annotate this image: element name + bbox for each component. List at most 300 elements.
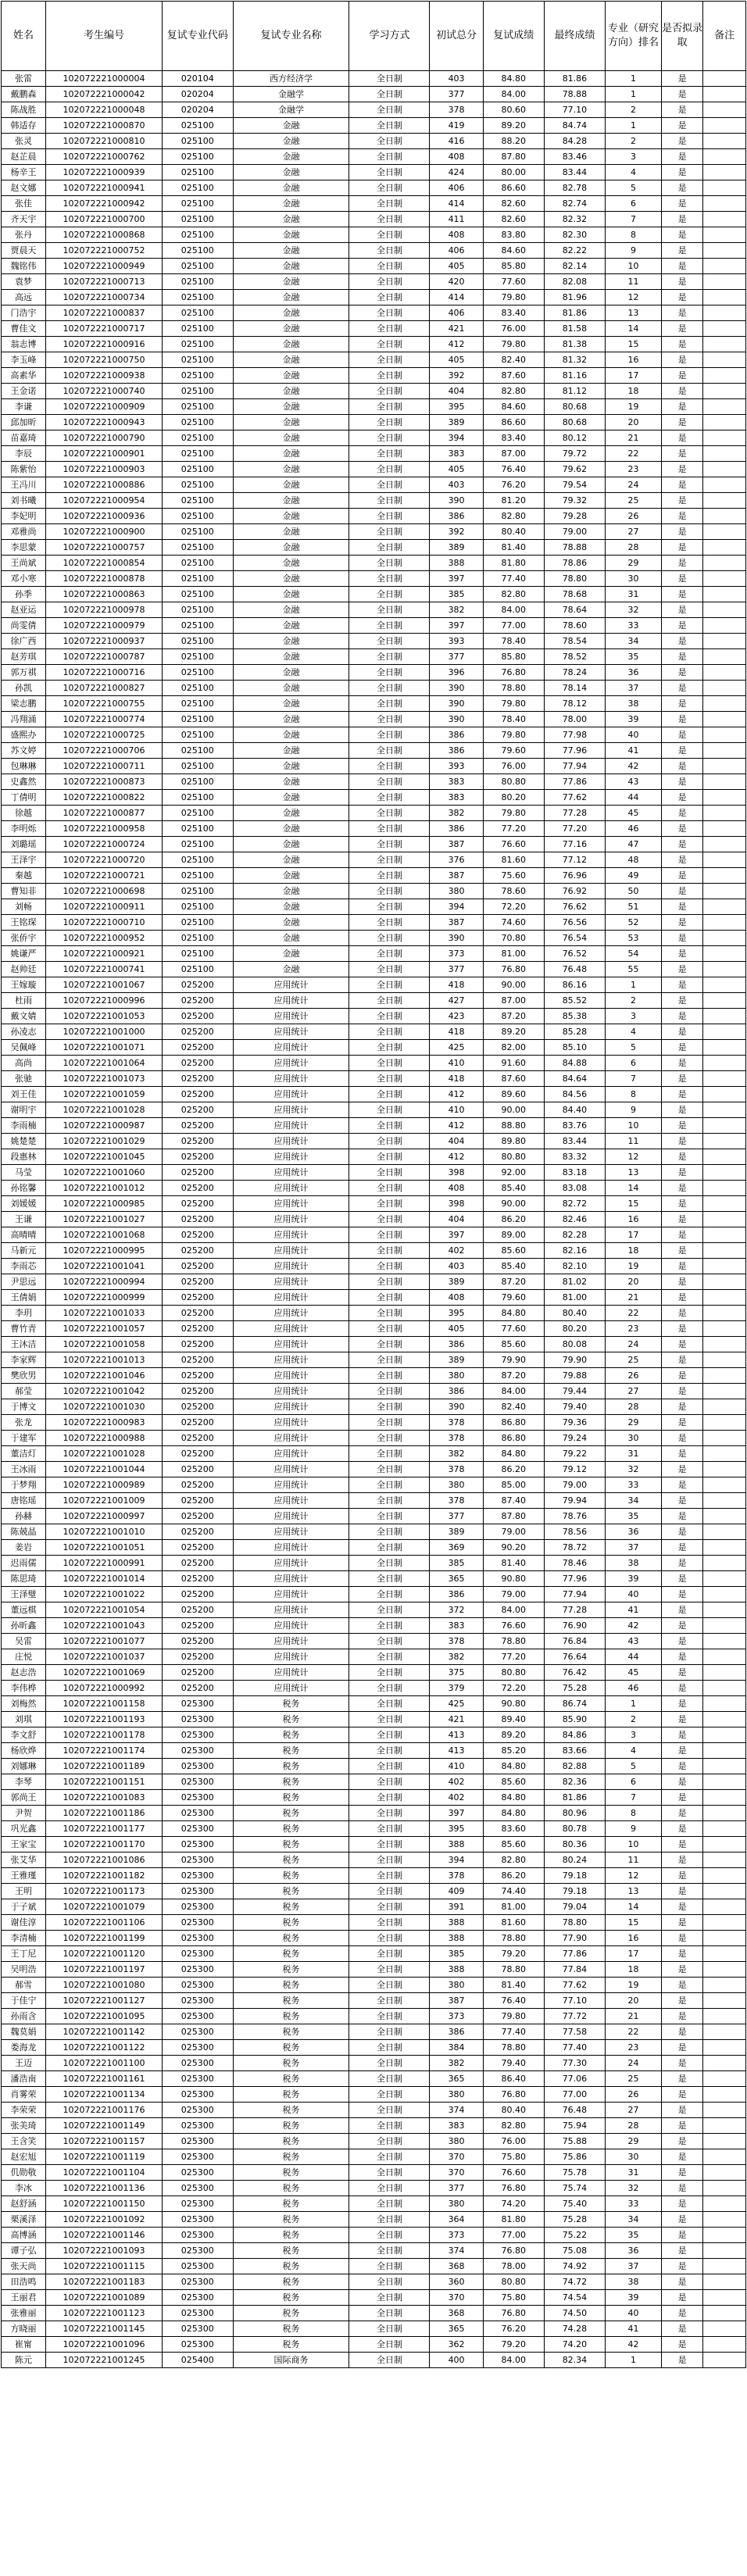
col-name: 高远 — [2, 290, 46, 305]
col-exam-id: 102072221001136 — [46, 2181, 163, 2196]
col-final-score: 81.38 — [544, 337, 605, 352]
col-major-code: 025100 — [162, 274, 233, 290]
col-prelim-score: 397 — [430, 618, 483, 634]
col-major-code: 025100 — [162, 774, 233, 790]
col-final-score: 83.66 — [544, 1743, 605, 1759]
col-study-mode: 全日制 — [349, 1321, 430, 1337]
col-rank: 35 — [606, 1509, 662, 1524]
col-name: 李明烁 — [2, 821, 46, 837]
col-final-score: 77.10 — [544, 102, 605, 118]
col-retest-score: 87.20 — [483, 1274, 544, 1290]
col-prelim-score: 390 — [430, 681, 483, 696]
col-name: 谢佳淳 — [2, 1915, 46, 1931]
col-admit: 是 — [662, 1821, 703, 1837]
col-final-score: 76.42 — [544, 1665, 605, 1681]
col-rank: 39 — [606, 712, 662, 727]
col-rank: 5 — [606, 1759, 662, 1774]
col-rank: 13 — [606, 1165, 662, 1181]
col-final-score: 74.20 — [544, 2337, 605, 2353]
col-retest-score: 81.80 — [483, 2212, 544, 2228]
col-major-code: 025300 — [162, 2212, 233, 2228]
col-study-mode: 全日制 — [349, 1243, 430, 1259]
col-major-code: 025200 — [162, 1556, 233, 1571]
col-admit: 是 — [662, 1415, 703, 1431]
col-exam-id: 102072221001158 — [46, 1696, 163, 1712]
col-retest-score: 89.00 — [483, 1227, 544, 1243]
col-final-score: 82.78 — [544, 180, 605, 196]
col-name: 王迈 — [2, 2056, 46, 2071]
col-study-mode: 全日制 — [349, 649, 430, 665]
col-major-name: 税务 — [233, 1915, 349, 1931]
col-major-code: 025300 — [162, 1696, 233, 1712]
table-row — [2, 1962, 746, 1978]
col-admit: 是 — [662, 2290, 703, 2306]
col-final-score: 80.08 — [544, 1337, 605, 1352]
col-retest-score: 81.80 — [483, 556, 544, 571]
col-study-mode: 全日制 — [349, 1571, 430, 1587]
col-admit: 是 — [662, 649, 703, 665]
table-row — [2, 1556, 746, 1571]
col-admit: 是 — [662, 1665, 703, 1681]
col-major-code: 025200 — [162, 1571, 233, 1587]
col-study-mode: 全日制 — [349, 852, 430, 868]
col-final-score: 84.28 — [544, 134, 605, 149]
col-admit: 是 — [662, 1446, 703, 1462]
table-row — [2, 2087, 746, 2103]
col-retest-score: 82.00 — [483, 1040, 544, 1056]
col-final-score: 78.72 — [544, 1540, 605, 1556]
col-rank: 1 — [606, 87, 662, 102]
col-major-code: 025200 — [162, 1509, 233, 1524]
col-retest-score: 79.20 — [483, 1946, 544, 1962]
col-major-code: 025200 — [162, 977, 233, 993]
col-remark — [703, 2337, 746, 2353]
col-rank: 45 — [606, 1665, 662, 1681]
col-prelim-score: 387 — [430, 868, 483, 884]
col-prelim-score: 390 — [430, 931, 483, 946]
col-prelim-score: 377 — [430, 2181, 483, 2196]
table-row — [2, 305, 746, 321]
col-study-mode: 全日制 — [349, 415, 430, 431]
col-final-score: 84.88 — [544, 1056, 605, 1071]
col-retest-score: 82.60 — [483, 196, 544, 212]
col-prelim-score: 418 — [430, 1024, 483, 1040]
col-major-name: 金融 — [233, 118, 349, 134]
col-admit: 是 — [662, 556, 703, 571]
col-major-name: 税务 — [233, 2321, 349, 2337]
col-major-name: 金融 — [233, 774, 349, 790]
col-prelim-score: 389 — [430, 1524, 483, 1540]
col-admit: 是 — [662, 1290, 703, 1306]
col-prelim-score: 389 — [430, 1352, 483, 1368]
table-row — [2, 2149, 746, 2165]
col-major-code: 025300 — [162, 2087, 233, 2103]
col-rank: 2 — [606, 1712, 662, 1727]
col-study-mode: 全日制 — [349, 1868, 430, 1884]
col-retest-score: 74.40 — [483, 1884, 544, 1899]
col-major-name: 金融 — [233, 806, 349, 821]
col-retest-score: 79.80 — [483, 806, 544, 821]
col-name: 赵芳琪 — [2, 649, 46, 665]
col-exam-id: 102072221000985 — [46, 1196, 163, 1212]
col-remark — [703, 243, 746, 259]
col-name: 董远棋 — [2, 1602, 46, 1618]
col-study-mode: 全日制 — [349, 259, 430, 274]
col-major-code: 025100 — [162, 556, 233, 571]
col-rank: 42 — [606, 759, 662, 774]
col-remark — [703, 1415, 746, 1431]
col-final-score: 79.88 — [544, 1368, 605, 1384]
table-row — [2, 446, 746, 462]
col-study-mode: 全日制 — [349, 305, 430, 321]
col-major-name: 金融 — [233, 899, 349, 915]
col-name: 高尚 — [2, 1056, 46, 1071]
col-remark — [703, 2290, 746, 2306]
col-remark — [703, 165, 746, 180]
col-study-mode: 全日制 — [349, 1978, 430, 1993]
col-retest-score: 85.60 — [483, 1337, 544, 1352]
col-study-mode: 全日制 — [349, 1259, 430, 1274]
col-major-name: 金融 — [233, 712, 349, 727]
col-admit: 是 — [662, 1837, 703, 1853]
col-prelim-score: 365 — [430, 1571, 483, 1587]
col-admit: 是 — [662, 1618, 703, 1634]
col-major-name: 金融 — [233, 524, 349, 540]
col-prelim-score: 386 — [430, 821, 483, 837]
col-prelim-score: 362 — [430, 2337, 483, 2353]
col-prelim-score: 375 — [430, 1665, 483, 1681]
col-admit: 是 — [662, 274, 703, 290]
col-study-mode: 全日制 — [349, 2274, 430, 2290]
col-exam-id: 102072221001120 — [46, 1946, 163, 1962]
col-rank: 34 — [606, 1493, 662, 1509]
col-major-name: 金融 — [233, 399, 349, 415]
col-remark — [703, 493, 746, 509]
col-admit: 是 — [662, 1274, 703, 1290]
col-remark — [703, 1634, 746, 1649]
col-exam-id: 102072221001174 — [46, 1743, 163, 1759]
col-study-mode: 全日制 — [349, 1040, 430, 1056]
col-rank: 52 — [606, 915, 662, 931]
col-final-score: 76.64 — [544, 1649, 605, 1665]
col-exam-id: 102072221001183 — [46, 2274, 163, 2290]
col-name: 张龙 — [2, 1415, 46, 1431]
col-study-mode: 全日制 — [349, 509, 430, 524]
col-remark — [703, 1134, 746, 1149]
col-exam-id: 102072221001093 — [46, 2243, 163, 2259]
col-retest-score: 82.60 — [483, 212, 544, 227]
col-exam-id: 102072221001173 — [46, 1884, 163, 1899]
col-major-code: 025100 — [162, 243, 233, 259]
col-rank: 45 — [606, 806, 662, 821]
col-retest-score: 79.40 — [483, 2056, 544, 2071]
table-row — [2, 368, 746, 384]
col-rank: 21 — [606, 1290, 662, 1306]
col-name: 于子斌 — [2, 1899, 46, 1915]
col-prelim-score: 412 — [430, 337, 483, 352]
col-study-mode: 全日制 — [349, 1837, 430, 1853]
col-admit: 是 — [662, 1149, 703, 1165]
table-row — [2, 1806, 746, 1821]
col-major-name: 金融 — [233, 290, 349, 305]
col-remark — [703, 1431, 746, 1446]
col-retest-score: 82.80 — [483, 1853, 544, 1868]
table-row — [2, 1821, 746, 1837]
col-prelim-score: 400 — [430, 2353, 483, 2368]
col-name: 赵志浩 — [2, 1665, 46, 1681]
col-remark — [703, 1790, 746, 1806]
col-exam-id: 102072221001009 — [46, 1493, 163, 1509]
col-retest-score: 77.20 — [483, 1649, 544, 1665]
col-study-mode: 全日制 — [349, 1493, 430, 1509]
col-major-name: 税务 — [233, 1727, 349, 1743]
col-name: 陈兢晶 — [2, 1524, 46, 1540]
col-retest-score: 89.20 — [483, 1727, 544, 1743]
col-major-name: 税务 — [233, 1962, 349, 1978]
col-remark — [703, 1321, 746, 1337]
col-name: 戴文婧 — [2, 1009, 46, 1024]
col-admit: 是 — [662, 1056, 703, 1071]
col-remark — [703, 1821, 746, 1837]
col-major-code: 025200 — [162, 1118, 233, 1134]
col-rank: 13 — [606, 1884, 662, 1899]
table-row — [2, 243, 746, 259]
col-retest-score: 89.20 — [483, 118, 544, 134]
col-admit: 是 — [662, 2274, 703, 2290]
col-study-mode: 全日制 — [349, 556, 430, 571]
col-final-score: 82.16 — [544, 1243, 605, 1259]
col-major-code: 025100 — [162, 321, 233, 337]
col-study-mode: 全日制 — [349, 1009, 430, 1024]
table-row — [2, 1493, 746, 1509]
col-exam-id: 102072221000757 — [46, 540, 163, 556]
col-final-score: 77.98 — [544, 727, 605, 743]
col-rank: 42 — [606, 2337, 662, 2353]
col-prelim-score: 402 — [430, 1790, 483, 1806]
col-remark — [703, 1040, 746, 1056]
col-admit: 是 — [662, 2118, 703, 2134]
col-rank: 18 — [606, 1962, 662, 1978]
col-admit: 是 — [662, 2243, 703, 2259]
table-row — [2, 1368, 746, 1384]
col-retest-score: 78.80 — [483, 1962, 544, 1978]
col-major-code: 025300 — [162, 1915, 233, 1931]
col-rank: 6 — [606, 1774, 662, 1790]
col-exam-id: 102072221000979 — [46, 618, 163, 634]
col-study-mode: 全日制 — [349, 946, 430, 962]
table-row — [2, 1837, 746, 1853]
col-prelim-score: 392 — [430, 524, 483, 540]
col-major-code: 025100 — [162, 180, 233, 196]
col-final-score: 77.62 — [544, 790, 605, 806]
col-retest-score: 79.90 — [483, 1352, 544, 1368]
col-exam-id: 102072221000698 — [46, 884, 163, 899]
col-study-mode: 全日制 — [349, 2087, 430, 2103]
table-header — [2, 2, 746, 71]
table-row — [2, 1009, 746, 1024]
table-row — [2, 1899, 746, 1915]
col-study-mode: 全日制 — [349, 149, 430, 165]
col-prelim-score: 382 — [430, 2056, 483, 2071]
col-final-score: 75.08 — [544, 2243, 605, 2259]
col-remark — [703, 1102, 746, 1118]
table-row — [2, 1868, 746, 1884]
col-final-score: 77.86 — [544, 1946, 605, 1962]
col-prelim-score: 406 — [430, 243, 483, 259]
col-prelim-score: 386 — [430, 2024, 483, 2040]
col-major-code: 025300 — [162, 2040, 233, 2056]
table-row — [2, 524, 746, 540]
col-retest-score: 82.80 — [483, 2118, 544, 2134]
col-prelim-score: 398 — [430, 1165, 483, 1181]
table-row — [2, 384, 746, 399]
col-rank: 1 — [606, 977, 662, 993]
col-major-name: 金融学 — [233, 102, 349, 118]
col-major-name: 税务 — [233, 2228, 349, 2243]
col-admit: 是 — [662, 852, 703, 868]
col-major-name: 金融 — [233, 759, 349, 774]
col-final-score: 82.36 — [544, 1774, 605, 1790]
col-name: 韩适存 — [2, 118, 46, 134]
col-retest-score: 76.00 — [483, 2134, 544, 2149]
col-final-score: 79.62 — [544, 462, 605, 477]
col-major-code: 025100 — [162, 368, 233, 384]
col-study-mode: 全日制 — [349, 1477, 430, 1493]
col-major-code: 025300 — [162, 1837, 233, 1853]
col-name: 李雨芯 — [2, 1259, 46, 1274]
table-row — [2, 1759, 746, 1774]
col-admit: 是 — [662, 915, 703, 931]
header-name: 姓名 — [2, 2, 46, 71]
col-name: 张灵 — [2, 134, 46, 149]
col-prelim-score: 380 — [430, 1477, 483, 1493]
table-row — [2, 1540, 746, 1556]
table-row — [2, 259, 746, 274]
header-rank: 专业（研究方向）排名 — [606, 2, 662, 71]
col-final-score: 81.02 — [544, 1274, 605, 1290]
col-remark — [703, 587, 746, 602]
col-prelim-score: 416 — [430, 134, 483, 149]
col-exam-id: 102072221000827 — [46, 681, 163, 696]
col-admit: 是 — [662, 180, 703, 196]
col-exam-id: 102072221001142 — [46, 2024, 163, 2040]
col-admit: 是 — [662, 1462, 703, 1477]
col-name: 王雅瑾 — [2, 1868, 46, 1884]
col-study-mode: 全日制 — [349, 274, 430, 290]
col-retest-score: 80.00 — [483, 165, 544, 180]
col-major-code: 025100 — [162, 305, 233, 321]
col-major-code: 025100 — [162, 149, 233, 165]
col-exam-id: 102072221000995 — [46, 1243, 163, 1259]
col-remark — [703, 837, 746, 852]
col-remark — [703, 1493, 746, 1509]
col-name: 赵芷晨 — [2, 149, 46, 165]
col-name: 李清楠 — [2, 1931, 46, 1946]
col-major-name: 应用统计 — [233, 1009, 349, 1024]
col-exam-id: 102072221001051 — [46, 1540, 163, 1556]
col-name: 尹思远 — [2, 1274, 46, 1290]
col-admit: 是 — [662, 1352, 703, 1368]
col-prelim-score: 387 — [430, 915, 483, 931]
col-name: 孙季 — [2, 587, 46, 602]
col-major-name: 应用统计 — [233, 993, 349, 1009]
table-row — [2, 931, 746, 946]
col-rank: 29 — [606, 1415, 662, 1431]
col-retest-score: 76.80 — [483, 2306, 544, 2321]
col-prelim-score: 379 — [430, 1681, 483, 1696]
col-admit: 是 — [662, 821, 703, 837]
col-major-name: 金融 — [233, 821, 349, 837]
col-remark — [703, 71, 746, 87]
col-final-score: 77.40 — [544, 2040, 605, 2056]
col-rank: 20 — [606, 415, 662, 431]
header-admit: 是否拟录取 — [662, 2, 703, 71]
col-rank: 37 — [606, 2259, 662, 2274]
col-exam-id: 102072221000900 — [46, 524, 163, 540]
col-major-code: 025300 — [162, 2134, 233, 2149]
col-rank: 30 — [606, 571, 662, 587]
table-row — [2, 2118, 746, 2134]
col-retest-score: 80.80 — [483, 1149, 544, 1165]
col-admit: 是 — [662, 1946, 703, 1962]
col-major-name: 税务 — [233, 1759, 349, 1774]
col-major-name: 应用统计 — [233, 1524, 349, 1540]
col-name: 于建军 — [2, 1431, 46, 1446]
table-row — [2, 727, 746, 743]
col-rank: 8 — [606, 1806, 662, 1821]
col-retest-score: 90.00 — [483, 977, 544, 993]
col-retest-score: 84.80 — [483, 1806, 544, 1821]
col-final-score: 79.72 — [544, 446, 605, 462]
col-name: 贾晨天 — [2, 243, 46, 259]
col-rank: 5 — [606, 180, 662, 196]
col-final-score: 81.00 — [544, 1290, 605, 1306]
col-exam-id: 102072221001182 — [46, 1868, 163, 1884]
col-remark — [703, 1618, 746, 1634]
col-study-mode: 全日制 — [349, 696, 430, 712]
col-remark — [703, 1227, 746, 1243]
col-study-mode: 全日制 — [349, 399, 430, 415]
col-retest-score: 77.40 — [483, 571, 544, 587]
col-remark — [703, 602, 746, 618]
col-prelim-score: 395 — [430, 1821, 483, 1837]
col-final-score: 82.14 — [544, 259, 605, 274]
col-remark — [703, 884, 746, 899]
col-exam-id: 102072221000868 — [46, 227, 163, 243]
col-study-mode: 全日制 — [349, 1727, 430, 1743]
col-major-code: 025200 — [162, 1087, 233, 1102]
col-name: 冯翔涌 — [2, 712, 46, 727]
col-name: 门浩宇 — [2, 305, 46, 321]
table-row — [2, 2181, 746, 2196]
col-retest-score: 89.80 — [483, 1134, 544, 1149]
col-retest-score: 87.80 — [483, 149, 544, 165]
col-major-code: 020204 — [162, 87, 233, 102]
col-exam-id: 102072221000710 — [46, 915, 163, 931]
col-exam-id: 102072221001028 — [46, 1446, 163, 1462]
col-name: 史鑫然 — [2, 774, 46, 790]
col-remark — [703, 540, 746, 556]
col-final-score: 75.86 — [544, 2149, 605, 2165]
col-admit: 是 — [662, 1087, 703, 1102]
col-major-name: 税务 — [233, 2212, 349, 2228]
col-major-code: 025200 — [162, 1352, 233, 1368]
col-major-code: 025200 — [162, 1259, 233, 1274]
col-remark — [703, 1181, 746, 1196]
col-study-mode: 全日制 — [349, 2259, 430, 2274]
col-name: 盛熙办 — [2, 727, 46, 743]
col-prelim-score: 420 — [430, 274, 483, 290]
